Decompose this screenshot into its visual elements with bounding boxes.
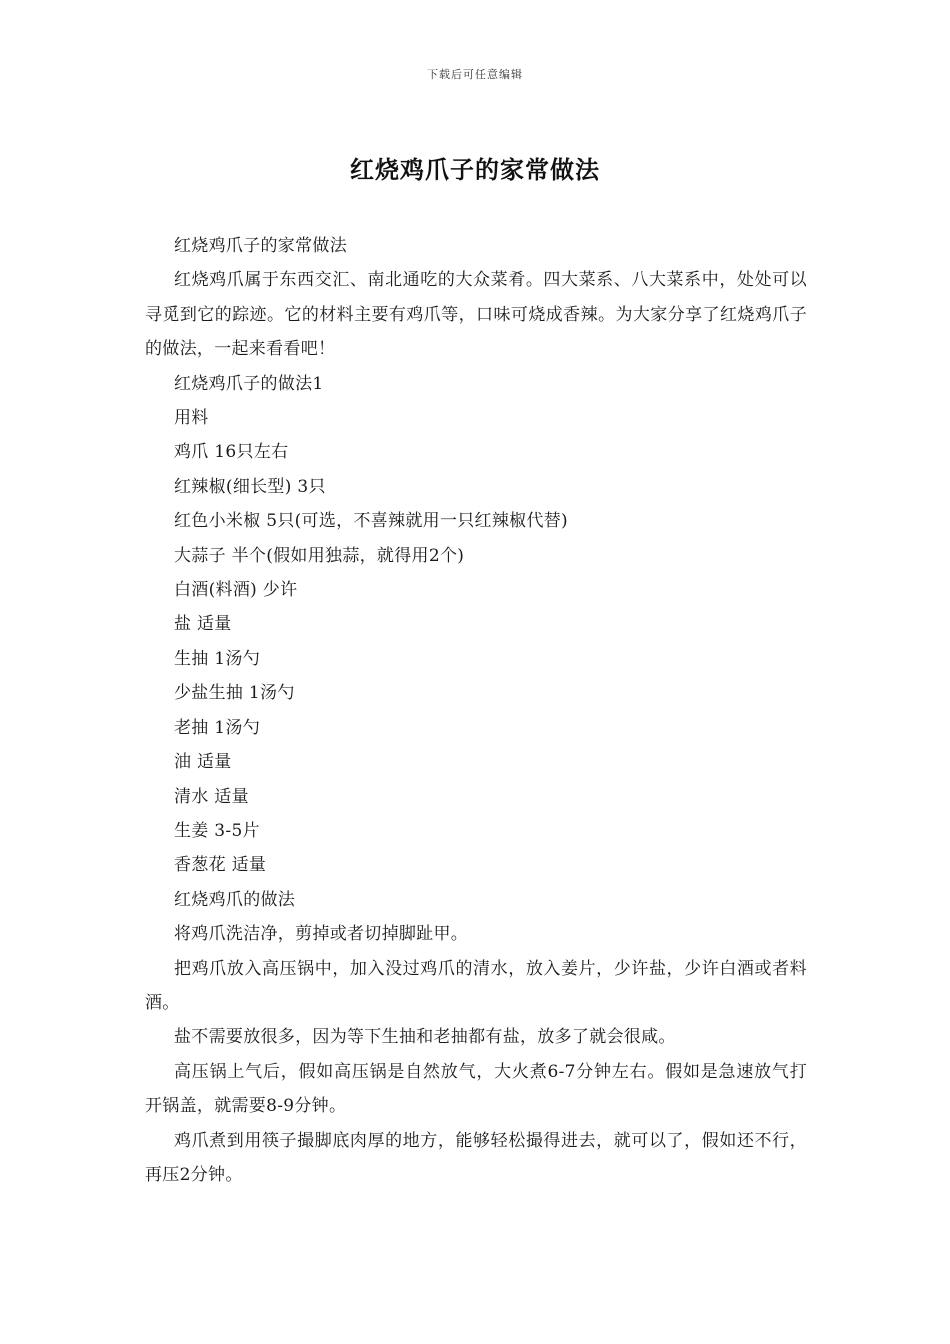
ingredient-item: 白酒(料酒) 少许 xyxy=(174,580,298,601)
page-header-note: 下载后可任意编辑 xyxy=(427,68,523,81)
ingredient-item: 大蒜子 半个(假如用独蒜，就得用2个) xyxy=(174,545,465,566)
ingredient-item: 鸡爪 16只左右 xyxy=(174,442,289,463)
step-paragraph: 将鸡爪洗洁净，剪掉或者切掉脚趾甲。 xyxy=(174,924,469,945)
ingredient-item: 盐 适量 xyxy=(174,614,232,635)
ingredient-item: 油 适量 xyxy=(174,752,232,773)
ingredient-item: 生抽 1汤勺 xyxy=(174,648,261,669)
ingredient-item: 少盐生抽 1汤勺 xyxy=(174,683,295,704)
paragraph-steps-heading: 红烧鸡爪的做法 xyxy=(174,889,296,910)
ingredient-item: 红辣椒(细长型) 3只 xyxy=(174,476,326,497)
ingredient-item: 香葱花 适量 xyxy=(174,855,267,876)
step-paragraph: 把鸡爪放入高压锅中，加入没过鸡爪的清水，放入姜片，少许盐，少许白酒或者料酒。 xyxy=(145,958,807,1013)
document-body xyxy=(145,229,807,1192)
ingredient-item: 老抽 1汤勺 xyxy=(174,717,261,738)
paragraph-ingredients-heading: 用料 xyxy=(174,408,209,429)
ingredient-item: 清水 适量 xyxy=(174,786,249,807)
paragraph-intro: 红烧鸡爪属于东西交汇、南北通吃的大众菜肴。四大菜系、八大菜系中，处处可以寻觅到它的踪迹。它的材料主要有鸡爪等，口味可烧成香辣。为大家分享了红烧鸡爪子的做法，一起来看看吧！ xyxy=(145,270,807,360)
paragraph-method-heading: 红烧鸡爪子的做法1 xyxy=(174,373,324,394)
step-paragraph: 盐不需要放很多，因为等下生抽和老抽都有盐，放多了就会很咸。 xyxy=(174,1027,676,1048)
ingredient-item: 红色小米椒 5只(可选，不喜辣就用一只红辣椒代替) xyxy=(174,511,568,532)
paragraph-subtitle: 红烧鸡爪子的家常做法 xyxy=(174,236,347,256)
document-title: 红烧鸡爪子的家常做法 xyxy=(350,155,600,184)
step-paragraph: 高压锅上气后，假如高压锅是自然放气，大火煮6-7分钟左右。假如是急速放气打开锅盖，就需要8-9分钟。 xyxy=(145,1061,807,1117)
step-paragraph: 鸡爪煮到用筷子撮脚底肉厚的地方，能够轻松撮得进去，就可以了，假如还不行，再压2分钟。 xyxy=(145,1130,807,1185)
ingredient-item: 生姜 3-5片 xyxy=(174,820,260,841)
